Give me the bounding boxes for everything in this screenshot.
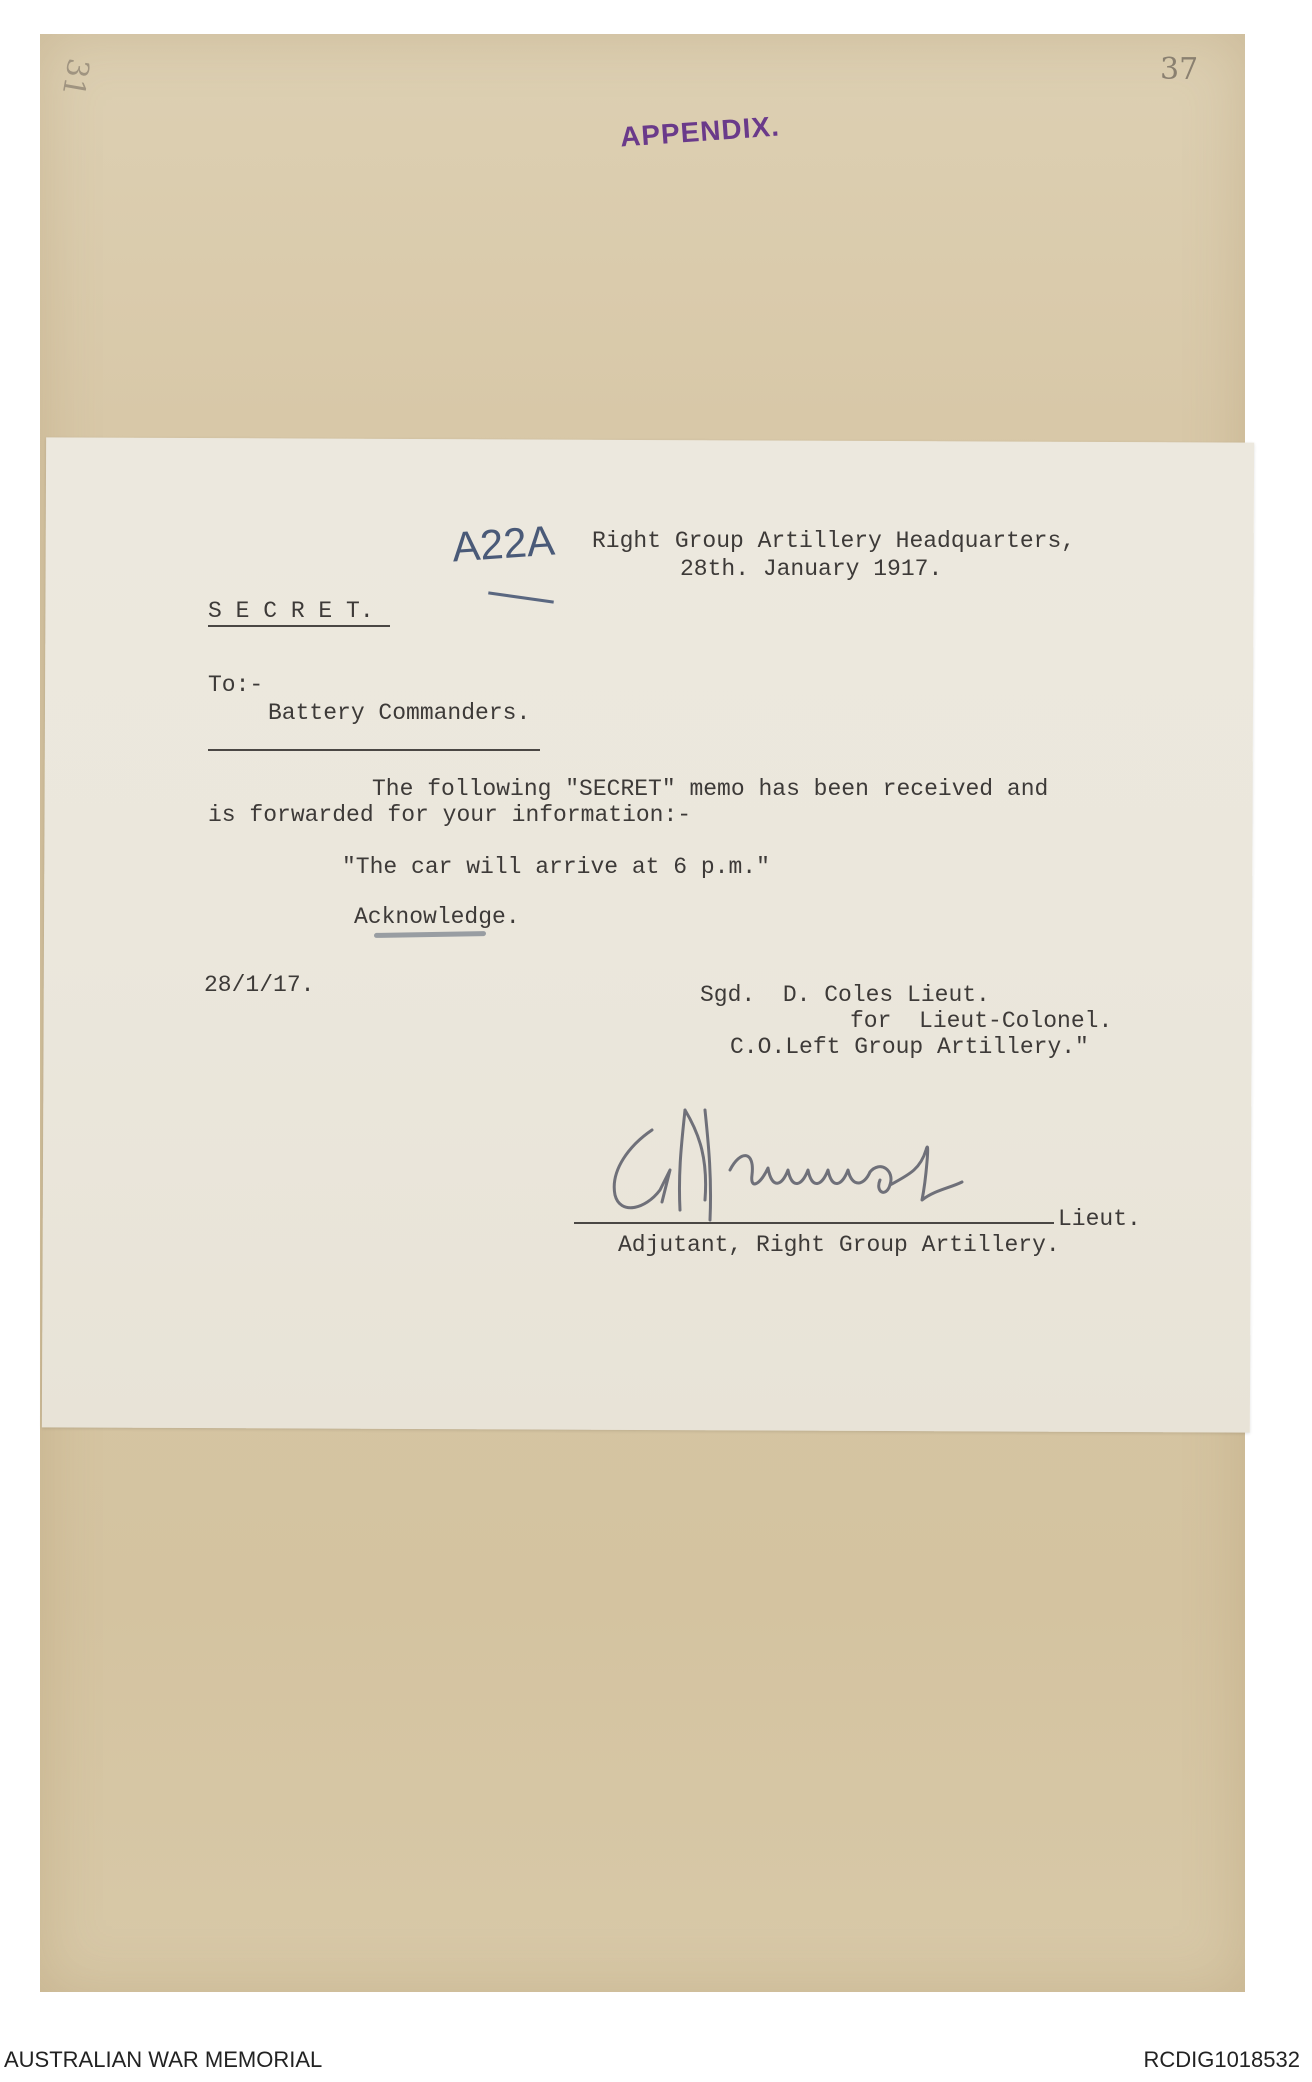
signature-title: Adjutant, Right Group Artillery. xyxy=(618,1232,1060,1258)
body-line-2: is forwarded for your information:- xyxy=(208,802,692,828)
body-line-1: The following "SECRET" memo has been received and xyxy=(372,776,1049,802)
footer-left: AUSTRALIAN WAR MEMORIAL xyxy=(4,2047,323,2072)
signed-line-3: C.O.Left Group Artillery." xyxy=(730,1034,1089,1060)
footer-right: RCDIG1018532 xyxy=(1143,2047,1300,2072)
side-mark: 31 xyxy=(54,55,96,100)
appendix-stamp: APPENDIX. xyxy=(619,110,781,153)
memo-date: 28/1/17. xyxy=(204,972,315,998)
signed-line-1: Sgd. D. Coles Lieut. xyxy=(700,982,990,1008)
folio-number: 37 xyxy=(1160,52,1199,87)
reference-mark: A22A xyxy=(450,516,557,571)
classification-underline xyxy=(208,625,390,627)
signature-rank: Lieut. xyxy=(1058,1206,1141,1232)
addressee: Battery Commanders. xyxy=(268,700,531,726)
handwritten-signature xyxy=(590,1090,1050,1240)
memo-sheet xyxy=(42,437,1254,1432)
signed-line-2: for Lieut-Colonel. xyxy=(850,1008,1113,1034)
classification: S E C R E T. xyxy=(208,598,374,624)
header-line-1: Right Group Artillery Headquarters, xyxy=(592,528,1076,554)
header-line-2: 28th. January 1917. xyxy=(680,556,943,582)
signature-rule xyxy=(574,1222,1054,1224)
to-label: To:- xyxy=(208,672,264,698)
addressee-rule xyxy=(208,749,540,751)
quoted-memo: "The car will arrive at 6 p.m." xyxy=(342,854,770,880)
instruction: Acknowledge. xyxy=(354,904,520,930)
